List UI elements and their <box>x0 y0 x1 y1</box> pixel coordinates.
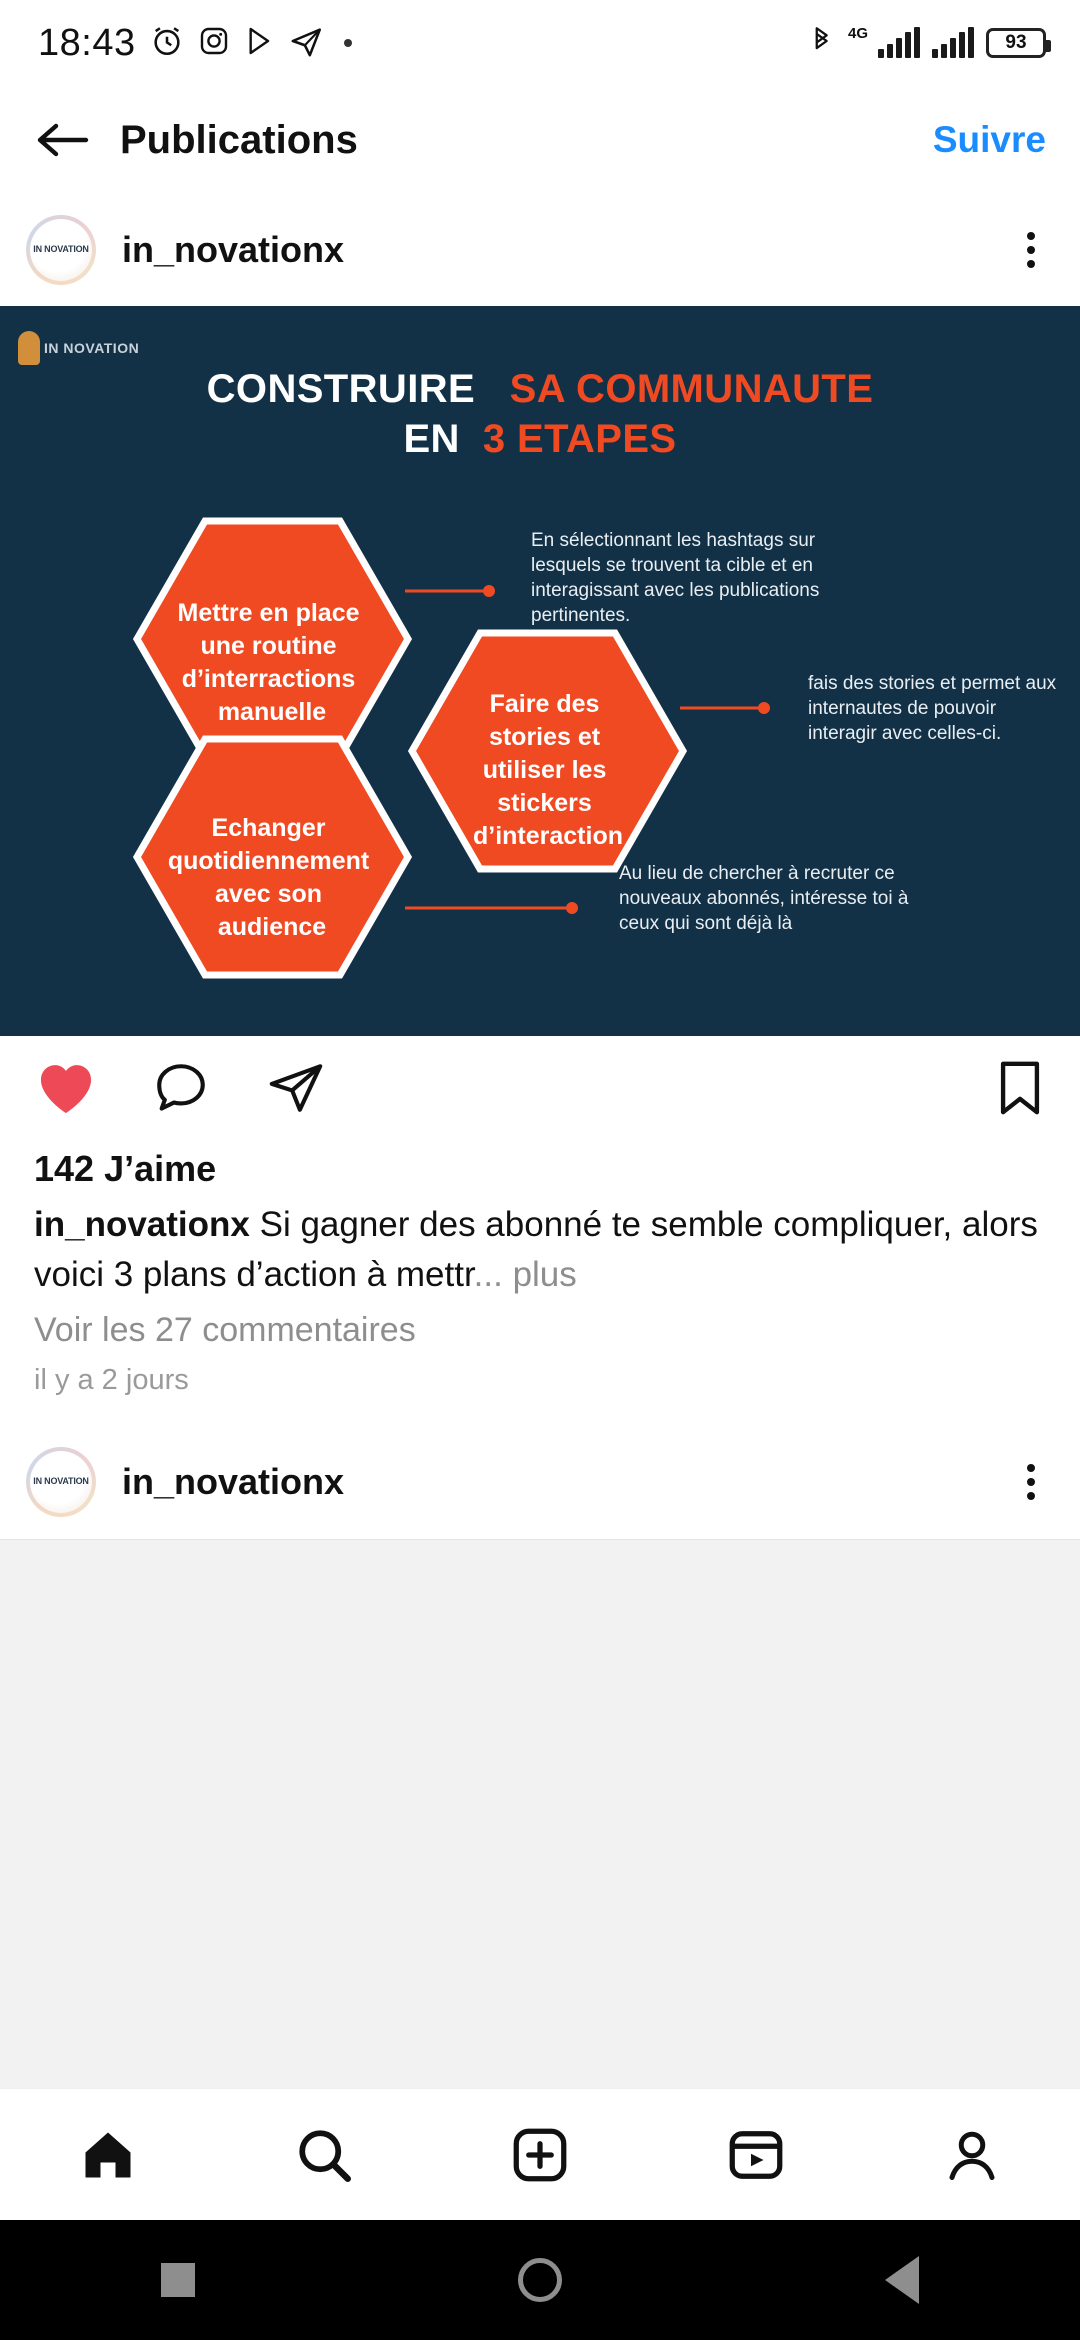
caption <box>34 1200 1046 1299</box>
hexagon-2-label: Faire des stories et utiliser les stickers d’interaction <box>472 690 624 850</box>
profile-icon[interactable] <box>917 2110 1027 2200</box>
caption-text: Si gagner des abonné te semble compliquer, alors voici 3 plans d’action à mettr <box>34 1205 1038 1294</box>
post-username[interactable]: in_novationx <box>122 229 345 270</box>
view-comments-link[interactable]: Voir les 27 commentaires <box>34 1311 416 1350</box>
avatar-image: IN NOVATION <box>30 1451 92 1513</box>
avatar[interactable] <box>26 215 96 285</box>
bluetooth-icon <box>808 24 834 63</box>
hexagon-3-note: Au lieu de chercher à recruter ce nouveaux abonnés, intéresse toi à ceux qui sont déjà là <box>619 863 909 935</box>
avatar[interactable] <box>26 1447 96 1517</box>
instagram-icon <box>198 25 230 62</box>
telegram-icon <box>290 24 324 63</box>
caption-more-button[interactable]: ... plus <box>473 1254 577 1294</box>
system-nav <box>0 2220 1080 2340</box>
battery-level-label: 93 <box>1005 32 1027 53</box>
like-icon[interactable] <box>34 1059 98 1117</box>
signal-icon <box>878 28 920 58</box>
next-post-options-icon[interactable] <box>1026 1464 1036 1500</box>
post-timestamp: il y a 2 jours <box>34 1364 189 1397</box>
recents-button[interactable] <box>161 2263 195 2297</box>
follow-button[interactable]: Suivre <box>932 119 1046 160</box>
slide-title-line2-orange: 3 ETAPES <box>482 417 677 461</box>
status-bar-right <box>808 24 1046 63</box>
next-post-username[interactable]: in_novationx <box>122 1461 345 1503</box>
home-icon[interactable] <box>53 2110 163 2200</box>
slide-title-line2-white: EN <box>403 417 460 461</box>
play-store-icon <box>244 25 276 62</box>
slide-title-line1-white: CONSTRUIRE <box>206 367 476 411</box>
page-title: Publications <box>120 117 358 162</box>
battery-icon <box>986 28 1046 58</box>
slide-title-line1-orange: SA COMMUNAUTE <box>509 367 874 411</box>
back-arrow-icon[interactable] <box>34 120 90 160</box>
comment-icon[interactable] <box>150 1059 212 1117</box>
alarm-icon <box>150 24 184 63</box>
avatar-image: IN NOVATION <box>30 219 92 281</box>
back-button[interactable] <box>885 2256 919 2304</box>
likes-count[interactable]: 142 J’aime <box>34 1148 217 1189</box>
caption-author[interactable]: in_novationx <box>34 1205 250 1244</box>
slide-title-line2 <box>0 414 1080 464</box>
caption-block <box>0 1140 1080 1397</box>
status-time: 18:43 <box>38 21 136 64</box>
add-post-icon[interactable] <box>485 2110 595 2200</box>
next-post-header <box>0 1425 1080 1539</box>
feed-gap <box>0 1539 1080 2088</box>
post-header <box>0 194 1080 306</box>
share-icon[interactable] <box>264 1059 328 1117</box>
status-dot-icon <box>344 39 352 47</box>
hexagon-2-note: fais des stories et permet aux internautes de pouvoir interagir avec celles-ci. <box>808 673 1057 745</box>
search-icon[interactable] <box>269 2110 379 2200</box>
slide-title-line1 <box>0 364 1080 414</box>
network-type-label: 4G <box>847 24 868 42</box>
reels-icon[interactable] <box>701 2110 811 2200</box>
status-bar <box>0 0 1080 86</box>
signal-icon-2 <box>932 28 974 58</box>
hexagon-1-label: Mettre en place une routine d’interractions manuelle <box>177 599 360 726</box>
post-options-icon[interactable] <box>1026 232 1036 268</box>
hexagon-3-label: Echanger quotidiennement avec son audience <box>167 814 370 941</box>
home-button[interactable] <box>518 2258 562 2302</box>
post-actions <box>0 1036 1080 1140</box>
hexagon-1-note: En sélectionnant les hashtags sur lesquels se trouvent ta cible et en interagissant avec les publications pertinentes. <box>531 530 820 627</box>
status-bar-left <box>38 22 352 65</box>
bookmark-icon[interactable] <box>994 1059 1046 1117</box>
watermark-label: IN NOVATION <box>44 340 140 356</box>
app-bar <box>0 86 1080 194</box>
bottom-nav <box>0 2088 1080 2220</box>
bulb-icon <box>18 331 40 365</box>
post-image[interactable] <box>0 306 1080 1036</box>
slide-title <box>0 364 1080 464</box>
